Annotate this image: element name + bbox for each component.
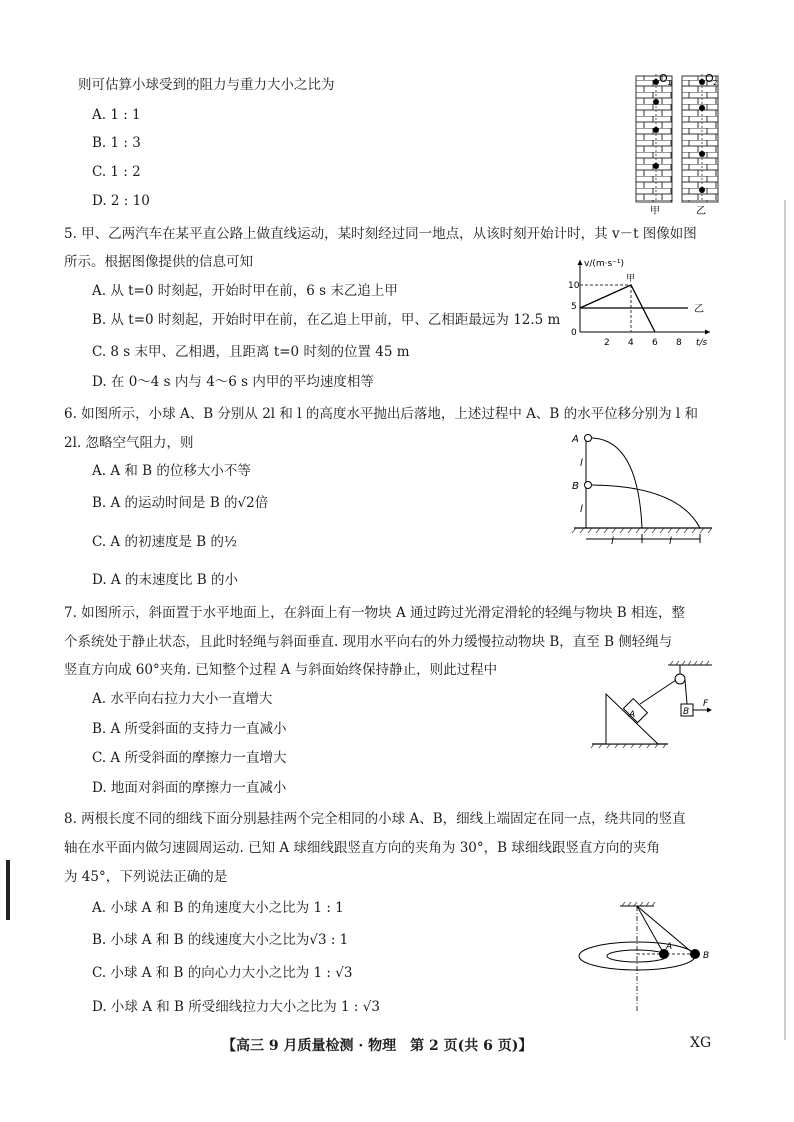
q7-option-d: D. 地面对斜面的摩擦力一直减小 <box>92 780 287 796</box>
q6-option-b: B. A 的运动时间是 B 的√2倍 <box>92 495 269 511</box>
q8-stem-line3: 为 45°，下列说法正确的是 <box>64 869 228 885</box>
string-a <box>637 906 664 954</box>
x-tick-6: 6 <box>652 338 658 348</box>
width-label-left: l <box>611 536 614 547</box>
label-yi: 乙 <box>696 206 706 217</box>
q6-stem-line1: 6. 如图所示，小球 A、B 分别从 2l 和 l 的高度水平抛出后落地，上述过程中 A、B 的水平位移分别为 l 和 <box>64 406 698 422</box>
q5-option-c: C. 8 s 末甲、乙相遇，且距离 t=0 时刻的位置 45 m <box>92 344 410 360</box>
label-b: B <box>572 481 579 492</box>
brick-wall-left <box>636 76 672 202</box>
ball-b <box>690 949 700 959</box>
q5-option-d: D. 在 0～4 s 内与 4～6 s 内甲的平均速度相等 <box>92 374 374 390</box>
label-a: A <box>572 434 579 445</box>
q7-stem-line3: 竖直方向成 60°夹角. 已知整个过程 A 与斜面始终保持静止，则此过程中 <box>64 662 498 678</box>
rope-a <box>640 680 676 704</box>
label-f: F <box>703 699 709 709</box>
conical-pendulum-figure <box>576 894 724 1016</box>
q7-stem-line1: 7. 如图所示，斜面置于水平地面上，在斜面上有一物块 A 通过跨过光滑定滑轮的轻绳与物块 B 相连，整 <box>64 605 686 621</box>
height-label-lower: l <box>580 504 583 515</box>
projectile-figure <box>566 428 716 548</box>
label-jia: 甲 <box>626 274 636 284</box>
label-jia: 甲 <box>650 206 660 217</box>
label-a: A <box>629 710 636 720</box>
scan-edge <box>784 200 786 1040</box>
label-yi: 乙 <box>694 304 704 315</box>
x-tick-4: 4 <box>628 338 634 348</box>
q4-stem: 则可估算小球受到的阻力与重力大小之比为 <box>78 77 335 93</box>
q7-option-a: A. 水平向右拉力大小一直增大 <box>92 691 273 707</box>
height-label-upper: l <box>580 458 583 469</box>
q5-stem-line2: 所示。根据图像提供的信息可知 <box>64 254 253 270</box>
page-footer: 【高三 9 月质量检测 · 物理 第 2 页(共 6 页)】 <box>222 1038 533 1054</box>
trajectory-b <box>592 485 700 528</box>
label-b: B <box>683 707 690 717</box>
y-tick-0: 0 <box>571 328 577 338</box>
label-o2-subscript: 2 <box>713 79 718 87</box>
vt-graph <box>560 254 720 350</box>
q7-option-c: C. A 所受斜面的摩擦力一直增大 <box>92 750 287 766</box>
q8-stem-line1: 8. 两根长度不同的细线下面分别悬挂两个完全相同的小球 A、B，细线上端固定在同一点，绕共同的竖直 <box>64 811 686 827</box>
x-axis-label: t/s <box>696 338 708 348</box>
q4-option-b: B. 1 : 3 <box>92 135 141 151</box>
y-tick-10: 10 <box>568 281 580 291</box>
q4-option-c: C. 1 : 2 <box>92 164 141 180</box>
trajectory-a <box>592 438 642 528</box>
rope-b <box>685 680 687 704</box>
y-tick-5: 5 <box>571 302 577 312</box>
q8-option-c: C. 小球 A 和 B 的向心力大小之比为 1 : √3 <box>92 965 353 981</box>
q6-option-a: A. A 和 B 的位移大小不等 <box>92 463 251 479</box>
q6-option-c: C. A 的初速度是 B 的½ <box>92 534 238 550</box>
q5-option-a: A. 从 t=0 时刻起，开始时甲在前，6 s 末乙追上甲 <box>92 283 398 299</box>
q4-option-d: D. 2 : 10 <box>92 193 150 209</box>
label-b: B <box>703 951 710 961</box>
label-o1-subscript: 1 <box>667 79 672 87</box>
q7-stem-line2: 个系统处于静止状态，且此时轻绳与斜面垂直. 现用水平向右的外力缓慢拉动物块 B，直至 B 侧轻绳与 <box>64 634 673 650</box>
q5-stem-line1: 5. 甲、乙两汽车在某平直公路上做直线运动，某时刻经过同一地点，从该时刻开始计时，其 v－t 图像如图 <box>64 226 697 242</box>
q4-option-a: A. 1 : 1 <box>92 107 141 123</box>
page-code: XG <box>690 1035 712 1051</box>
q8-option-b: B. 小球 A 和 B 的线速度大小之比为√3 : 1 <box>92 932 349 948</box>
brick-wall-right <box>682 76 718 202</box>
q8-option-d: D. 小球 A 和 B 所受细线拉力大小之比为 1 : √3 <box>92 999 380 1015</box>
q8-stem-line2: 轴在水平面内做匀速圆周运动. 已知 A 球细线跟竖直方向的夹角为 30°，B 球细线跟竖直方向的夹角 <box>64 840 660 856</box>
q8-option-a: A. 小球 A 和 B 的角速度大小之比为 1 : 1 <box>92 900 344 916</box>
q5-option-b: B. 从 t=0 时刻起，开始时甲在前，在乙追上甲前，甲、乙相距最远为 12.5 m <box>92 312 561 328</box>
ball-a <box>585 435 592 442</box>
q6-stem-line2: 2l. 忽略空气阻力，则 <box>64 435 194 451</box>
width-label-right: l <box>669 536 672 547</box>
x-tick-8: 8 <box>676 338 682 348</box>
incline-pulley-figure <box>588 660 718 750</box>
label-o2: O <box>705 72 714 85</box>
pulley <box>675 674 685 684</box>
y-axis-label: v/(m·s⁻¹) <box>584 259 625 269</box>
label-a: A <box>666 942 673 952</box>
scan-mark <box>6 860 10 920</box>
ball-b <box>585 482 592 489</box>
brick-wall-figure <box>626 68 730 218</box>
q6-option-d: D. A 的末速度比 B 的小 <box>92 572 238 588</box>
q7-option-b: B. A 所受斜面的支持力一直减小 <box>92 721 287 737</box>
x-tick-2: 2 <box>604 338 610 348</box>
label-o1: O <box>659 72 668 85</box>
